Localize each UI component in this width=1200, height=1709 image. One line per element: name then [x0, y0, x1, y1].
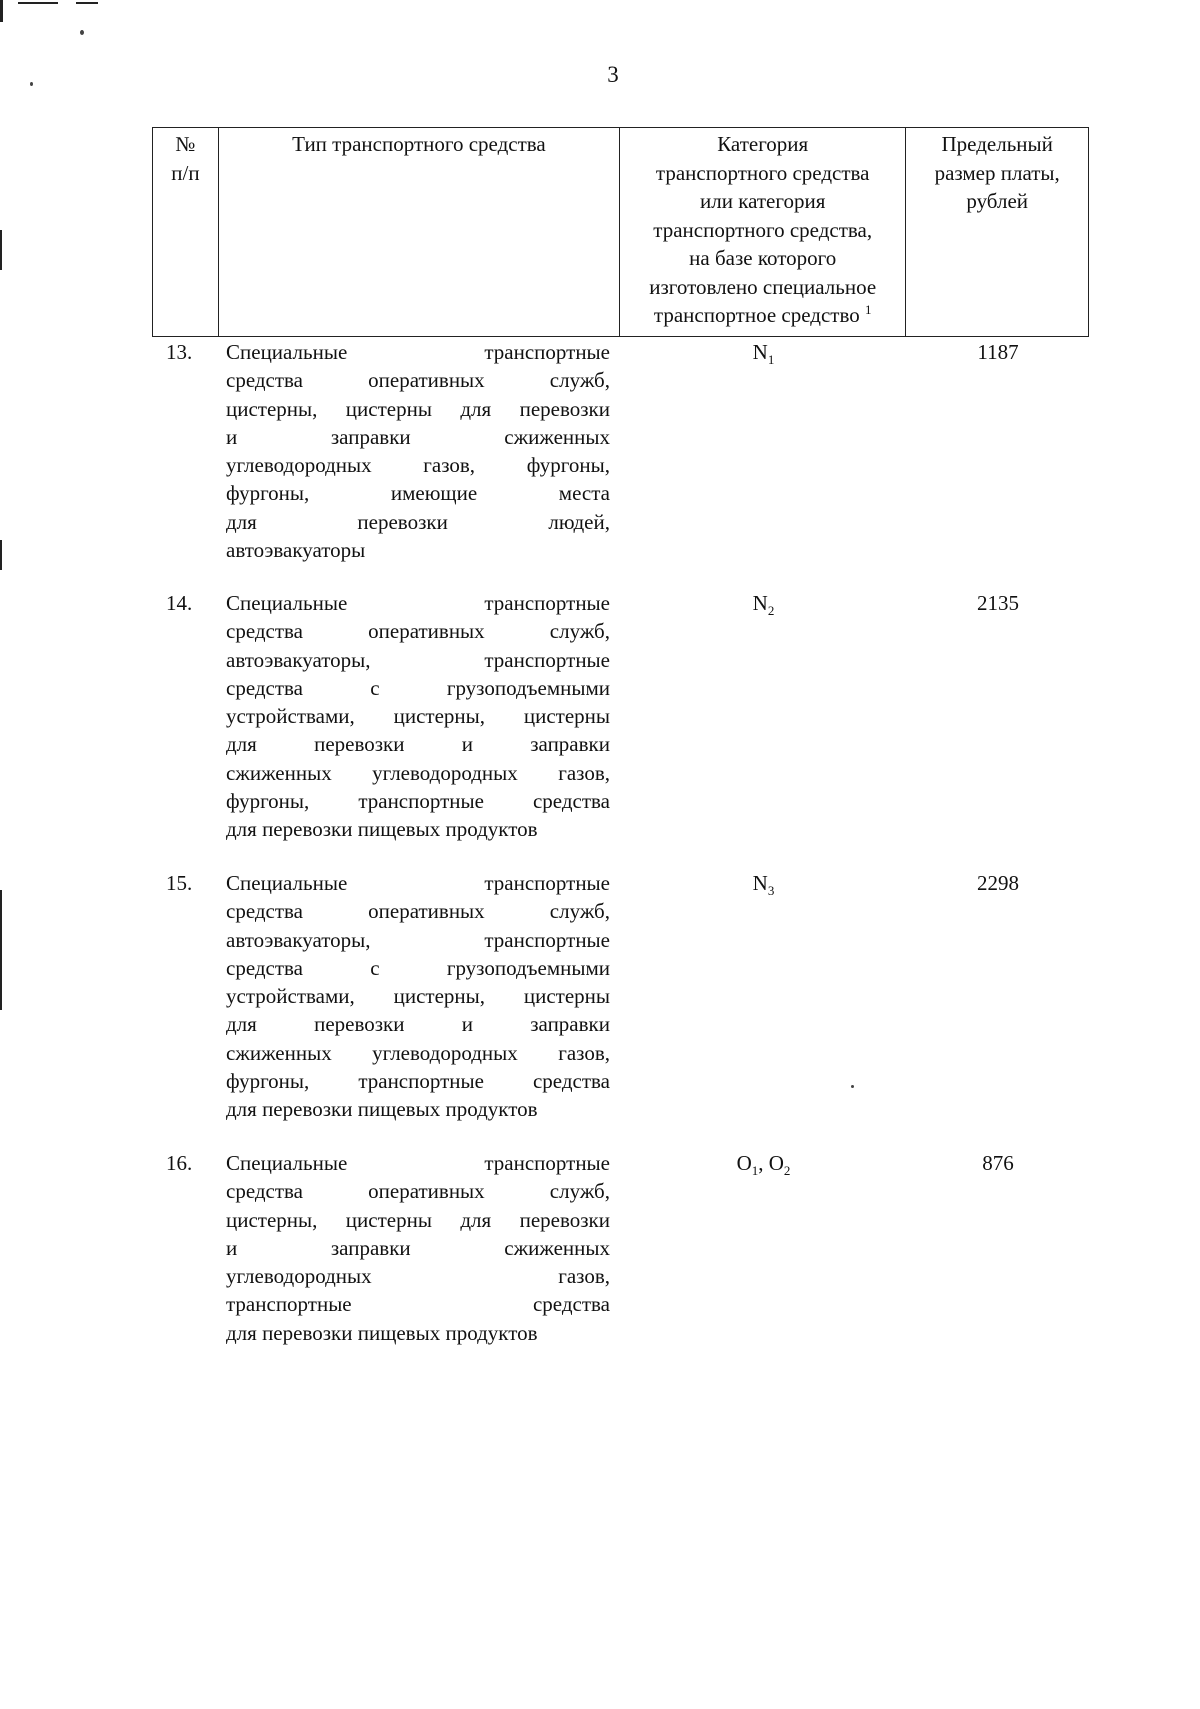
row-max-fee: 1187 — [977, 340, 1019, 364]
footnote-marker: 1 — [864, 302, 872, 317]
vehicle-type-line: автоэвакуаторы, транспортные — [226, 647, 610, 672]
scan-edge-mark — [0, 0, 3, 22]
vehicle-type-line: фургоны, транспортные средства — [226, 1069, 610, 1094]
vehicle-type-line: транспортные средства — [226, 1292, 610, 1317]
vehicle-type-line: и заправки сжиженных — [226, 424, 610, 449]
vehicle-type-line: для перевозки пищевых продуктов — [226, 1320, 538, 1345]
vehicle-type-line: устройствами, цистерны, цистерны — [226, 984, 610, 1009]
row-max-fee: 2135 — [977, 591, 1019, 615]
vehicle-type-line: средства оперативных служб, — [226, 368, 610, 393]
vehicle-type-line: сжиженных углеводородных газов, — [226, 760, 610, 785]
category-letter: N — [752, 340, 768, 364]
vehicle-type-line: автоэвакуаторы, транспортные — [226, 927, 610, 952]
category-index: 2 — [783, 1163, 791, 1179]
scan-dot — [851, 1085, 854, 1088]
vehicle-type-line: для перевозки и заправки — [226, 732, 610, 757]
scan-edge-mark — [0, 230, 2, 270]
row-vehicle-type — [226, 869, 610, 1124]
vehicle-type-line: и заправки сжиженных — [226, 1235, 610, 1260]
header-vehicle-type: Тип транспортного средства — [219, 128, 620, 336]
vehicle-type-line: устройствами, цистерны, цистерны — [226, 704, 610, 729]
vehicle-type-line: цистерны, цистерны для перевозки — [226, 1207, 610, 1232]
vehicle-type-line: средства с грузоподъемными — [226, 675, 610, 700]
vehicle-type-line: для перевозки людей, — [226, 509, 610, 534]
vehicle-type-line: фургоны, транспортные средства — [226, 789, 610, 814]
category-letter: O — [736, 1151, 752, 1175]
row-vehicle-category: $O_1$, $O_2$ — [736, 1151, 791, 1179]
vehicle-type-line: средства оперативных служб, — [226, 619, 610, 644]
category-letter: N — [752, 591, 768, 615]
row-number: 13. — [166, 340, 193, 364]
row-max-fee: 876 — [982, 1151, 1014, 1175]
scan-edge-mark — [0, 540, 2, 570]
vehicle-type-line: для перевозки и заправки — [226, 1012, 610, 1037]
header-number: № п/п — [153, 128, 219, 336]
category-index: 3 — [767, 883, 775, 899]
scan-dot — [80, 30, 84, 35]
row-vehicle-category — [620, 338, 907, 366]
table-header — [152, 127, 1089, 337]
category-letter: N — [752, 871, 768, 895]
vehicle-type-line: Специальные транспортные — [226, 871, 610, 895]
vehicle-type-line: средства с грузоподъемными — [226, 955, 610, 980]
vehicle-type-line: цистерны, цистерны для перевозки — [226, 396, 610, 421]
scan-edge-mark — [0, 890, 2, 1010]
row-vehicle-type — [226, 338, 610, 564]
vehicle-type-line: для перевозки пищевых продуктов — [226, 1097, 538, 1122]
row-vehicle-type — [226, 589, 610, 844]
row-vehicle-category — [620, 869, 907, 897]
row-number: 15. — [166, 871, 193, 895]
row-vehicle-category — [620, 589, 907, 617]
vehicle-type-line: автоэвакуаторы — [226, 538, 366, 563]
category-letter: O — [768, 1151, 784, 1175]
vehicle-type-line: средства оперативных служб, — [226, 899, 610, 924]
category-index: 2 — [767, 603, 775, 619]
category-index: 1 — [751, 1163, 759, 1179]
vehicle-type-line: Специальные транспортные — [226, 1151, 610, 1175]
vehicle-type-line: фургоны, имеющие места — [226, 481, 610, 506]
row-vehicle-type — [226, 1149, 610, 1347]
header-category-text: Категория транспортного средства или категория транспортного средства, на базе которого изготовлено специальное транспортное средство — [649, 132, 877, 327]
scan-edge-mark — [76, 2, 98, 4]
vehicle-type-line: углеводородных газов, фургоны, — [226, 453, 610, 478]
page-number: 3 — [607, 62, 619, 87]
vehicle-type-line: средства оперативных служб, — [226, 1179, 610, 1204]
scan-edge-mark — [18, 2, 58, 4]
row-number: 16. — [166, 1151, 193, 1175]
vehicle-type-line: для перевозки пищевых продуктов — [226, 817, 538, 842]
header-vehicle-category — [620, 128, 906, 336]
row-number: 14. — [166, 591, 193, 615]
vehicle-type-line: сжиженных углеводородных газов, — [226, 1040, 610, 1065]
vehicle-type-line: Специальные транспортные — [226, 340, 610, 364]
category-index: 1 — [767, 352, 775, 368]
vehicle-type-line: углеводородных газов, — [226, 1264, 610, 1289]
vehicle-type-line: Специальные транспортные — [226, 591, 610, 615]
header-max-fee: Предельный размер платы, рублей — [934, 132, 1060, 213]
row-max-fee: 2298 — [977, 871, 1019, 895]
